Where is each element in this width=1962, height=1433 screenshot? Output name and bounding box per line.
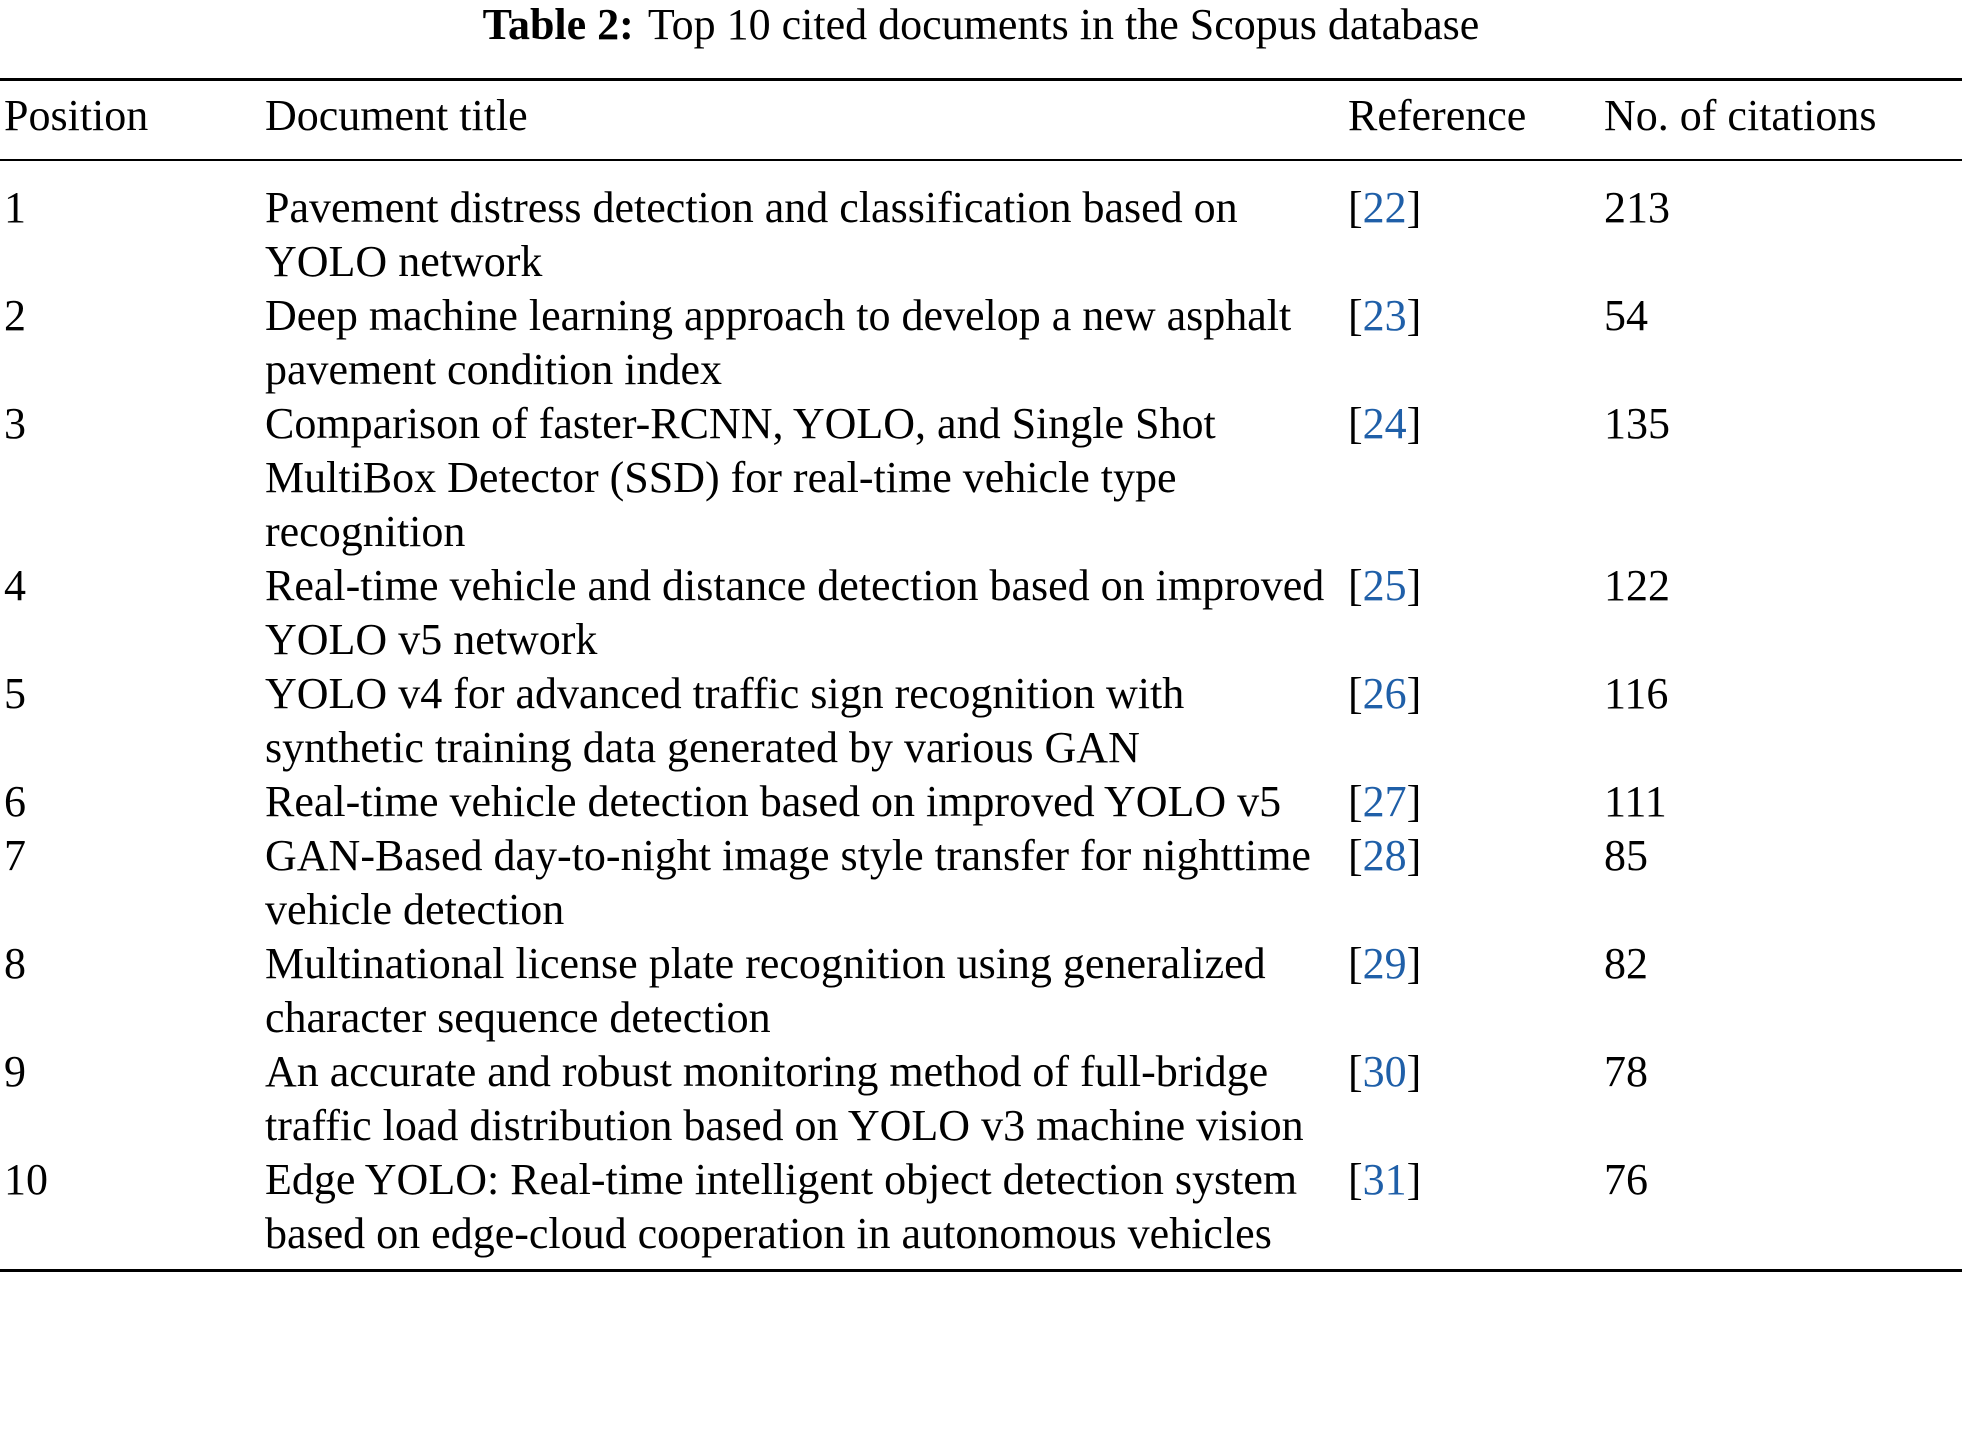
reference-link[interactable]: 29 (1362, 939, 1407, 988)
cell-reference: [30] (1348, 1047, 1422, 1096)
cell-title: Edge YOLO: Real-time intelligent object detection system based on edge-cloud cooperation in autonomous vehicles (265, 1155, 1298, 1258)
column-header-title: Document title (265, 91, 528, 140)
column-header-citations: No. of citations (1604, 91, 1877, 140)
cell-citations: 116 (1604, 669, 1669, 718)
cell-title: Pavement distress detection and classification based on YOLO network (265, 183, 1238, 286)
cell-title: Real-time vehicle and distance detection based on improved YOLO v5 network (265, 561, 1325, 664)
cell-position: 6 (4, 777, 26, 826)
cell-position: 8 (4, 939, 26, 988)
cell-position: 9 (4, 1047, 26, 1096)
reference-link[interactable]: 30 (1362, 1047, 1407, 1096)
cell-citations: 85 (1604, 831, 1648, 880)
cell-reference: [29] (1348, 939, 1422, 988)
top-cited-documents-table (0, 78, 1962, 1272)
table-row (0, 829, 1962, 937)
cell-citations: 76 (1604, 1155, 1648, 1204)
reference-link[interactable]: 26 (1362, 669, 1407, 718)
reference-link[interactable]: 31 (1362, 1155, 1407, 1204)
table-caption-label: Table 2: (482, 0, 634, 49)
cell-title: Real-time vehicle detection based on improved YOLO v5 (265, 777, 1282, 826)
reference-link[interactable]: 23 (1362, 291, 1407, 340)
cell-title: Deep machine learning approach to develop a new asphalt pavement condition index (265, 291, 1292, 394)
cell-citations: 54 (1604, 291, 1648, 340)
cell-reference: [28] (1348, 831, 1422, 880)
reference-link[interactable]: 22 (1362, 183, 1407, 232)
table-body (0, 160, 1962, 1271)
cell-position: 2 (4, 291, 26, 340)
cell-reference: [24] (1348, 399, 1422, 448)
cell-title: YOLO v4 for advanced traffic sign recognition with synthetic training data generated by various GAN (265, 669, 1185, 772)
reference-link[interactable]: 24 (1362, 399, 1407, 448)
cell-reference: [27] (1348, 777, 1422, 826)
table-caption-text: Top 10 cited documents in the Scopus database (647, 0, 1480, 49)
cell-title: An accurate and robust monitoring method of full-bridge traffic load distribution based on YOLO v3 machine vision (265, 1047, 1304, 1150)
table-row (0, 667, 1962, 775)
table-row (0, 937, 1962, 1045)
cell-citations: 78 (1604, 1047, 1648, 1096)
cell-citations: 111 (1604, 777, 1667, 826)
cell-citations: 213 (1604, 183, 1670, 232)
table-row (0, 1153, 1962, 1271)
cell-position: 7 (4, 831, 26, 880)
table-caption (0, 0, 1962, 50)
cell-position: 10 (4, 1155, 48, 1204)
cell-position: 4 (4, 561, 26, 610)
cell-citations: 82 (1604, 939, 1648, 988)
table-row (0, 775, 1962, 829)
cell-citations: 122 (1604, 561, 1670, 610)
citations-table-container (0, 78, 1962, 1272)
cell-title: Multinational license plate recognition using generalized character sequence detection (265, 939, 1266, 1042)
cell-citations: 135 (1604, 399, 1670, 448)
cell-reference: [22] (1348, 183, 1422, 232)
column-header-position: Position (4, 91, 149, 140)
table-row (0, 1045, 1962, 1153)
table-header (0, 80, 1962, 161)
cell-position: 1 (4, 183, 26, 232)
cell-position: 3 (4, 399, 26, 448)
cell-reference: [26] (1348, 669, 1422, 718)
table-row (0, 397, 1962, 559)
reference-link[interactable]: 25 (1362, 561, 1407, 610)
cell-reference: [25] (1348, 561, 1422, 610)
cell-reference: [23] (1348, 291, 1422, 340)
cell-title: Comparison of faster-RCNN, YOLO, and Single Shot MultiBox Detector (SSD) for real-time vehicle type recognition (265, 399, 1216, 556)
column-header-reference: Reference (1348, 91, 1527, 140)
table-row (0, 559, 1962, 667)
cell-title: GAN-Based day-to-night image style transfer for nighttime vehicle detection (265, 831, 1311, 934)
reference-link[interactable]: 27 (1362, 777, 1407, 826)
cell-position: 5 (4, 669, 26, 718)
table-header-row (0, 80, 1962, 161)
table-row (0, 289, 1962, 397)
reference-link[interactable]: 28 (1362, 831, 1407, 880)
table-row (0, 160, 1962, 289)
cell-reference: [31] (1348, 1155, 1422, 1204)
